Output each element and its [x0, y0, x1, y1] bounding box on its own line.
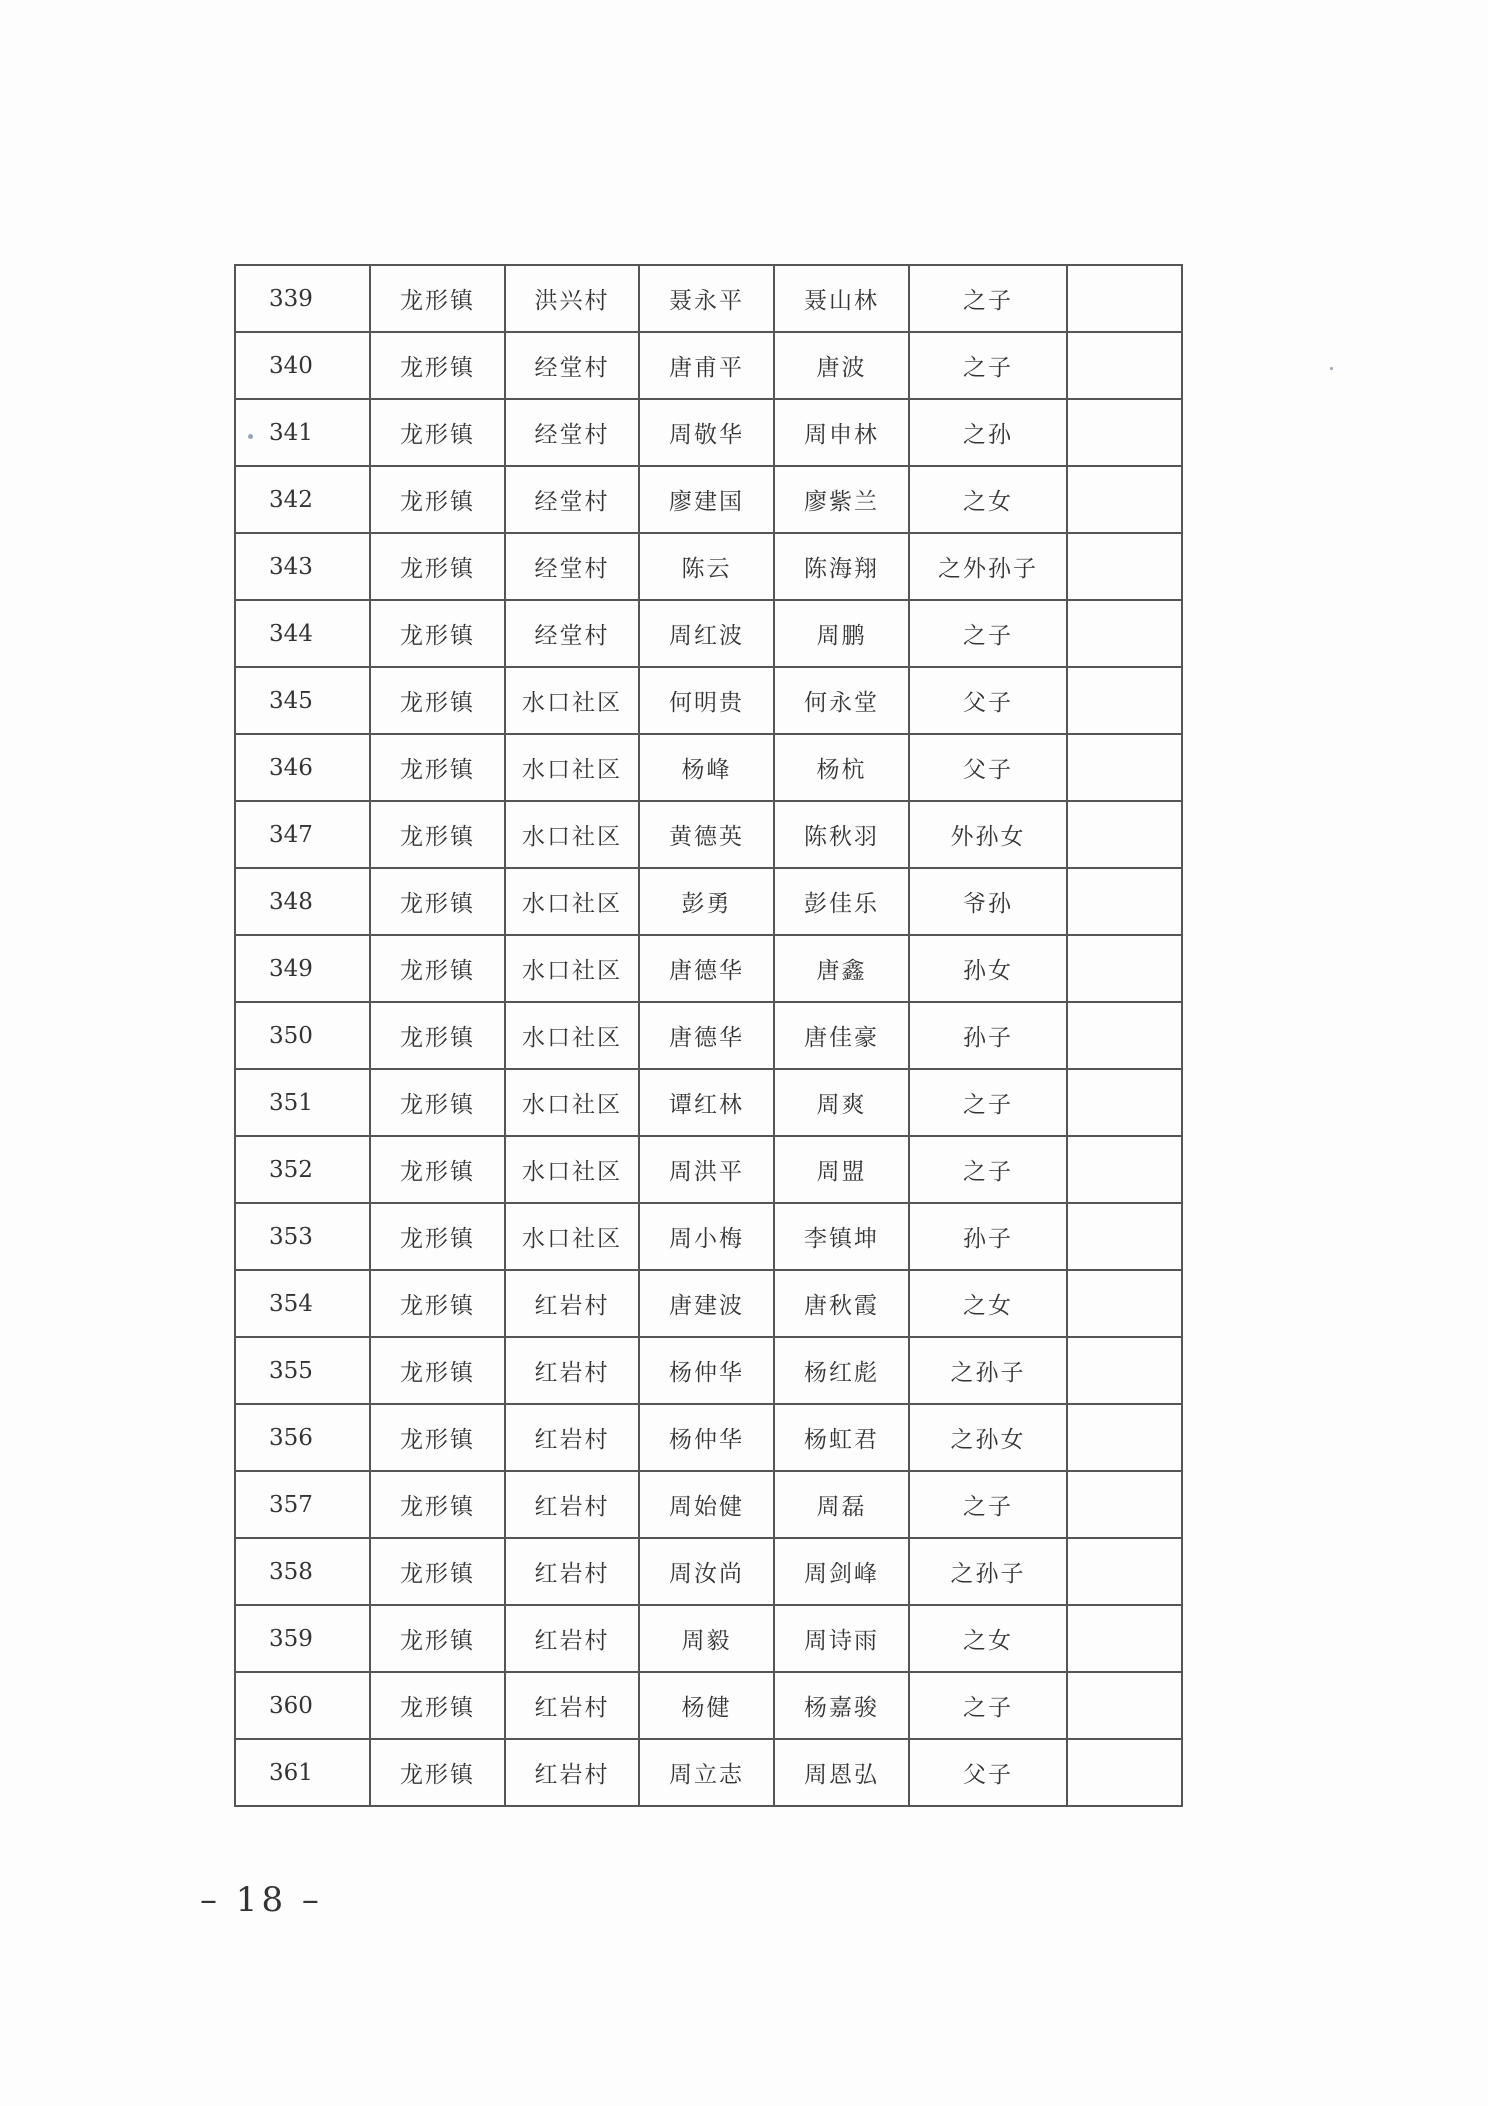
town-cell: 龙形镇 [370, 1203, 505, 1270]
relation-cell: 孙子 [909, 1203, 1067, 1270]
town-cell: 龙形镇 [370, 1069, 505, 1136]
name-cell: 周敬华 [639, 399, 774, 466]
note-cell [1067, 466, 1182, 533]
relative-name-cell: 周诗雨 [774, 1605, 909, 1672]
town-cell: 龙形镇 [370, 399, 505, 466]
row-index-cell: 346 [235, 734, 370, 801]
note-cell [1067, 1337, 1182, 1404]
village-cell: 经堂村 [505, 399, 639, 466]
town-cell: 龙形镇 [370, 533, 505, 600]
town-cell: 龙形镇 [370, 600, 505, 667]
note-cell [1067, 868, 1182, 935]
village-cell: 红岩村 [505, 1672, 639, 1739]
note-cell [1067, 1538, 1182, 1605]
relation-cell: 之子 [909, 1672, 1067, 1739]
row-index-cell: 344 [235, 600, 370, 667]
relative-name-cell: 周申林 [774, 399, 909, 466]
note-cell [1067, 935, 1182, 1002]
row-index-cell: 345 [235, 667, 370, 734]
name-cell: 周始健 [639, 1471, 774, 1538]
table-row [235, 600, 1182, 667]
name-cell: 彭勇 [639, 868, 774, 935]
village-cell: 水口社区 [505, 801, 639, 868]
row-index-cell: 352 [235, 1136, 370, 1203]
relation-cell: 孙子 [909, 1002, 1067, 1069]
relative-name-cell: 彭佳乐 [774, 868, 909, 935]
town-cell: 龙形镇 [370, 1002, 505, 1069]
village-cell: 红岩村 [505, 1739, 639, 1806]
village-cell: 红岩村 [505, 1270, 639, 1337]
town-cell: 龙形镇 [370, 1404, 505, 1471]
village-cell: 红岩村 [505, 1471, 639, 1538]
village-cell: 水口社区 [505, 667, 639, 734]
row-index-cell: 361 [235, 1739, 370, 1806]
relation-cell: 父子 [909, 1739, 1067, 1806]
row-index-cell: 359 [235, 1605, 370, 1672]
table-row [235, 1471, 1182, 1538]
name-cell: 廖建国 [639, 466, 774, 533]
table-row [235, 868, 1182, 935]
town-cell: 龙形镇 [370, 1739, 505, 1806]
relative-name-cell: 唐波 [774, 332, 909, 399]
roster-table [234, 264, 1183, 1807]
name-cell: 周红波 [639, 600, 774, 667]
village-cell: 红岩村 [505, 1605, 639, 1672]
table-row [235, 1605, 1182, 1672]
relative-name-cell: 周剑峰 [774, 1538, 909, 1605]
relation-cell: 之子 [909, 1471, 1067, 1538]
relation-cell: 之子 [909, 265, 1067, 332]
village-cell: 经堂村 [505, 533, 639, 600]
relative-name-cell: 聂山林 [774, 265, 909, 332]
relative-name-cell: 周恩弘 [774, 1739, 909, 1806]
note-cell [1067, 332, 1182, 399]
note-cell [1067, 1404, 1182, 1471]
name-cell: 陈云 [639, 533, 774, 600]
table-row [235, 734, 1182, 801]
row-index-cell: 357 [235, 1471, 370, 1538]
row-index-cell: 353 [235, 1203, 370, 1270]
note-cell [1067, 1136, 1182, 1203]
relation-cell: 之外孙子 [909, 533, 1067, 600]
relation-cell: 之子 [909, 1069, 1067, 1136]
village-cell: 水口社区 [505, 935, 639, 1002]
relative-name-cell: 周爽 [774, 1069, 909, 1136]
table-row [235, 935, 1182, 1002]
village-cell: 水口社区 [505, 1203, 639, 1270]
row-index-cell: 356 [235, 1404, 370, 1471]
relative-name-cell: 廖紫兰 [774, 466, 909, 533]
name-cell: 杨健 [639, 1672, 774, 1739]
row-index-cell: 340 [235, 332, 370, 399]
note-cell [1067, 667, 1182, 734]
town-cell: 龙形镇 [370, 1538, 505, 1605]
relation-cell: 之孙子 [909, 1538, 1067, 1605]
relative-name-cell: 唐秋霞 [774, 1270, 909, 1337]
page-number: – 18 – [200, 1880, 323, 1920]
note-cell [1067, 533, 1182, 600]
relation-cell: 之子 [909, 600, 1067, 667]
village-cell: 水口社区 [505, 1069, 639, 1136]
village-cell: 红岩村 [505, 1538, 639, 1605]
relation-cell: 之子 [909, 332, 1067, 399]
town-cell: 龙形镇 [370, 332, 505, 399]
row-index-cell: 341 [235, 399, 370, 466]
note-cell [1067, 1069, 1182, 1136]
table-row [235, 1672, 1182, 1739]
table-row [235, 1203, 1182, 1270]
name-cell: 唐德华 [639, 935, 774, 1002]
relation-cell: 之孙子 [909, 1337, 1067, 1404]
village-cell: 洪兴村 [505, 265, 639, 332]
row-index-cell: 360 [235, 1672, 370, 1739]
village-cell: 水口社区 [505, 868, 639, 935]
table-row [235, 1002, 1182, 1069]
relative-name-cell: 唐鑫 [774, 935, 909, 1002]
relative-name-cell: 杨嘉骏 [774, 1672, 909, 1739]
town-cell: 龙形镇 [370, 1605, 505, 1672]
row-index-cell: 339 [235, 265, 370, 332]
village-cell: 红岩村 [505, 1337, 639, 1404]
note-cell [1067, 600, 1182, 667]
town-cell: 龙形镇 [370, 265, 505, 332]
note-cell [1067, 1672, 1182, 1739]
relative-name-cell: 陈秋羽 [774, 801, 909, 868]
table-row [235, 667, 1182, 734]
town-cell: 龙形镇 [370, 935, 505, 1002]
name-cell: 聂永平 [639, 265, 774, 332]
note-cell [1067, 734, 1182, 801]
table-row [235, 533, 1182, 600]
roster-table-body [235, 265, 1182, 1806]
note-cell [1067, 1203, 1182, 1270]
town-cell: 龙形镇 [370, 801, 505, 868]
relation-cell: 之孙 [909, 399, 1067, 466]
name-cell: 周毅 [639, 1605, 774, 1672]
table-row [235, 1337, 1182, 1404]
row-index-cell: 347 [235, 801, 370, 868]
village-cell: 红岩村 [505, 1404, 639, 1471]
relative-name-cell: 周磊 [774, 1471, 909, 1538]
relative-name-cell: 何永堂 [774, 667, 909, 734]
name-cell: 杨峰 [639, 734, 774, 801]
relative-name-cell: 周鹏 [774, 600, 909, 667]
relation-cell: 父子 [909, 734, 1067, 801]
table-row [235, 1739, 1182, 1806]
row-index-cell: 342 [235, 466, 370, 533]
name-cell: 周洪平 [639, 1136, 774, 1203]
table-row [235, 1136, 1182, 1203]
town-cell: 龙形镇 [370, 1136, 505, 1203]
town-cell: 龙形镇 [370, 734, 505, 801]
row-index-cell: 350 [235, 1002, 370, 1069]
relation-cell: 之女 [909, 1270, 1067, 1337]
name-cell: 杨仲华 [639, 1404, 774, 1471]
row-index-cell: 358 [235, 1538, 370, 1605]
village-cell: 水口社区 [505, 734, 639, 801]
note-cell [1067, 399, 1182, 466]
table-row [235, 1270, 1182, 1337]
name-cell: 杨仲华 [639, 1337, 774, 1404]
row-index-cell: 355 [235, 1337, 370, 1404]
village-cell: 经堂村 [505, 332, 639, 399]
relation-cell: 之孙女 [909, 1404, 1067, 1471]
relative-name-cell: 杨红彪 [774, 1337, 909, 1404]
town-cell: 龙形镇 [370, 1270, 505, 1337]
town-cell: 龙形镇 [370, 868, 505, 935]
table-row [235, 1404, 1182, 1471]
table-row [235, 399, 1182, 466]
village-cell: 水口社区 [505, 1136, 639, 1203]
village-cell: 水口社区 [505, 1002, 639, 1069]
relative-name-cell: 陈海翔 [774, 533, 909, 600]
town-cell: 龙形镇 [370, 466, 505, 533]
relation-cell: 之女 [909, 1605, 1067, 1672]
row-index-cell: 348 [235, 868, 370, 935]
table-row [235, 1069, 1182, 1136]
relation-cell: 外孙女 [909, 801, 1067, 868]
scan-dot-mark [1330, 367, 1333, 370]
table-row [235, 466, 1182, 533]
name-cell: 何明贵 [639, 667, 774, 734]
name-cell: 唐德华 [639, 1002, 774, 1069]
relative-name-cell: 杨杭 [774, 734, 909, 801]
note-cell [1067, 1270, 1182, 1337]
name-cell: 黄德英 [639, 801, 774, 868]
row-index-cell: 354 [235, 1270, 370, 1337]
name-cell: 唐甫平 [639, 332, 774, 399]
row-index-cell: 343 [235, 533, 370, 600]
relation-cell: 孙女 [909, 935, 1067, 1002]
town-cell: 龙形镇 [370, 1672, 505, 1739]
name-cell: 周小梅 [639, 1203, 774, 1270]
name-cell: 唐建波 [639, 1270, 774, 1337]
relative-name-cell: 唐佳豪 [774, 1002, 909, 1069]
note-cell [1067, 1471, 1182, 1538]
relation-cell: 之女 [909, 466, 1067, 533]
town-cell: 龙形镇 [370, 667, 505, 734]
name-cell: 周汝尚 [639, 1538, 774, 1605]
town-cell: 龙形镇 [370, 1471, 505, 1538]
table-row [235, 801, 1182, 868]
note-cell [1067, 1605, 1182, 1672]
note-cell [1067, 1002, 1182, 1069]
relation-cell: 父子 [909, 667, 1067, 734]
row-index-cell: 349 [235, 935, 370, 1002]
town-cell: 龙形镇 [370, 1337, 505, 1404]
table-row [235, 265, 1182, 332]
name-cell: 周立志 [639, 1739, 774, 1806]
note-cell [1067, 1739, 1182, 1806]
note-cell [1067, 265, 1182, 332]
name-cell: 谭红林 [639, 1069, 774, 1136]
relative-name-cell: 周盟 [774, 1136, 909, 1203]
relation-cell: 爷孙 [909, 868, 1067, 935]
relative-name-cell: 杨虹君 [774, 1404, 909, 1471]
row-index-cell: 351 [235, 1069, 370, 1136]
village-cell: 经堂村 [505, 600, 639, 667]
relative-name-cell: 李镇坤 [774, 1203, 909, 1270]
table-row [235, 332, 1182, 399]
village-cell: 经堂村 [505, 466, 639, 533]
table-row [235, 1538, 1182, 1605]
relation-cell: 之子 [909, 1136, 1067, 1203]
note-cell [1067, 801, 1182, 868]
